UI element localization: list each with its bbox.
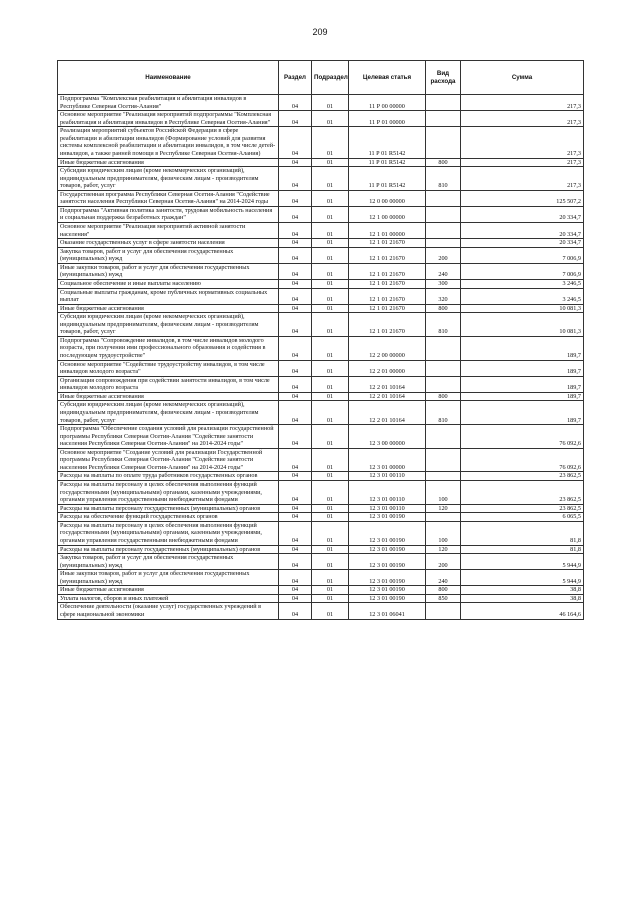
cell-razdel: 04 bbox=[279, 127, 312, 158]
cell-razdel: 04 bbox=[279, 425, 312, 449]
cell-statya: 12 1 01 00000 bbox=[349, 223, 426, 239]
cell-name: Закупка товаров, работ и услуг для обеспечения государственных (муниципальных) нужд bbox=[58, 247, 279, 263]
cell-name: Государственная программа Республики Северная Осетия-Алания "Содействие занятости населения Республики Северная Осетия-Алания" на 2014-2024 годы bbox=[58, 190, 279, 206]
table-row bbox=[58, 594, 584, 603]
table-row bbox=[58, 95, 584, 111]
cell-vid bbox=[426, 239, 461, 248]
cell-vid bbox=[426, 513, 461, 522]
cell-vid: 800 bbox=[426, 158, 461, 167]
cell-summa: 217,3 bbox=[461, 127, 584, 158]
cell-vid: 810 bbox=[426, 167, 461, 191]
cell-podrazdel: 01 bbox=[312, 554, 349, 570]
cell-vid bbox=[426, 95, 461, 111]
cell-name: Закупка товаров, работ и услуг для обеспечения государственных (муниципальных) нужд bbox=[58, 554, 279, 570]
cell-summa: 76 092,6 bbox=[461, 425, 584, 449]
table-row bbox=[58, 279, 584, 288]
cell-razdel: 04 bbox=[279, 360, 312, 376]
cell-vid: 200 bbox=[426, 554, 461, 570]
cell-summa: 217,3 bbox=[461, 111, 584, 127]
table-body bbox=[58, 95, 584, 620]
budget-table bbox=[57, 60, 584, 620]
cell-razdel: 04 bbox=[279, 304, 312, 313]
cell-summa: 46 164,6 bbox=[461, 603, 584, 619]
cell-podrazdel: 01 bbox=[312, 425, 349, 449]
cell-podrazdel: 01 bbox=[312, 263, 349, 279]
cell-razdel: 04 bbox=[279, 504, 312, 513]
table-row bbox=[58, 401, 584, 425]
page-number: 209 bbox=[312, 27, 328, 37]
cell-vid: 800 bbox=[426, 392, 461, 401]
table-row bbox=[58, 223, 584, 239]
cell-name: Социальные выплаты гражданам, кроме публичных нормативных социальных выплат bbox=[58, 288, 279, 304]
cell-razdel: 04 bbox=[279, 376, 312, 392]
cell-summa: 23 862,5 bbox=[461, 472, 584, 481]
cell-name: Иные бюджетные ассигнования bbox=[58, 304, 279, 313]
cell-summa: 6 065,5 bbox=[461, 513, 584, 522]
cell-name: Иные бюджетные ассигнования bbox=[58, 392, 279, 401]
table-row bbox=[58, 304, 584, 313]
table-row bbox=[58, 586, 584, 595]
table-row bbox=[58, 545, 584, 554]
cell-statya: 12 3 01 00190 bbox=[349, 513, 426, 522]
cell-name: Обеспечение деятельности (оказание услуг) государственных учреждений в сфере национальной экономики bbox=[58, 603, 279, 619]
table-row bbox=[58, 425, 584, 449]
cell-podrazdel: 01 bbox=[312, 288, 349, 304]
cell-podrazdel: 01 bbox=[312, 158, 349, 167]
cell-name: Подпрограмма "Активная политика занятости, трудовая мобильность населения и социальная поддержка безработных граждан" bbox=[58, 206, 279, 222]
table-row bbox=[58, 513, 584, 522]
header-razdel: Раздел bbox=[279, 61, 312, 95]
cell-razdel: 04 bbox=[279, 95, 312, 111]
table-row bbox=[58, 239, 584, 248]
cell-vid: 120 bbox=[426, 545, 461, 554]
table-row bbox=[58, 360, 584, 376]
cell-podrazdel: 01 bbox=[312, 376, 349, 392]
cell-razdel: 04 bbox=[279, 247, 312, 263]
cell-statya: 12 2 01 10164 bbox=[349, 392, 426, 401]
cell-razdel: 04 bbox=[279, 279, 312, 288]
cell-razdel: 04 bbox=[279, 288, 312, 304]
cell-razdel: 04 bbox=[279, 313, 312, 337]
table-row bbox=[58, 247, 584, 263]
cell-vid bbox=[426, 111, 461, 127]
cell-vid bbox=[426, 376, 461, 392]
cell-razdel: 04 bbox=[279, 472, 312, 481]
cell-vid: 810 bbox=[426, 313, 461, 337]
cell-statya: 11 Р 01 R5142 bbox=[349, 127, 426, 158]
cell-razdel: 04 bbox=[279, 594, 312, 603]
cell-summa: 189,7 bbox=[461, 392, 584, 401]
cell-statya: 11 Р 01 R5142 bbox=[349, 167, 426, 191]
cell-razdel: 04 bbox=[279, 481, 312, 505]
cell-podrazdel: 01 bbox=[312, 190, 349, 206]
cell-summa: 23 862,5 bbox=[461, 481, 584, 505]
cell-summa: 5 944,9 bbox=[461, 570, 584, 586]
table-row bbox=[58, 158, 584, 167]
cell-summa: 5 944,9 bbox=[461, 554, 584, 570]
table-row bbox=[58, 472, 584, 481]
cell-name: Иные бюджетные ассигнования bbox=[58, 586, 279, 595]
cell-statya: 11 Р 01 R5142 bbox=[349, 158, 426, 167]
table-row bbox=[58, 206, 584, 222]
cell-razdel: 04 bbox=[279, 158, 312, 167]
cell-statya: 12 1 01 21670 bbox=[349, 247, 426, 263]
cell-statya: 12 2 00 00000 bbox=[349, 336, 426, 360]
cell-name: Иные бюджетные ассигнования bbox=[58, 158, 279, 167]
cell-vid: 100 bbox=[426, 481, 461, 505]
cell-podrazdel: 01 bbox=[312, 167, 349, 191]
cell-summa: 10 081,3 bbox=[461, 304, 584, 313]
cell-razdel: 04 bbox=[279, 603, 312, 619]
cell-statya: 12 3 01 00110 bbox=[349, 481, 426, 505]
cell-razdel: 04 bbox=[279, 206, 312, 222]
cell-podrazdel: 01 bbox=[312, 481, 349, 505]
cell-vid bbox=[426, 425, 461, 449]
table-row bbox=[58, 336, 584, 360]
header-vid: Вид расхода bbox=[426, 61, 461, 95]
cell-podrazdel: 01 bbox=[312, 472, 349, 481]
cell-name: Подпрограмма "Обеспечение создания условий для реализации государственной программы Республики Северная Осетия-Алания "Содействие занятости населения Республики Северная Осетия-Алания" на 2014-2024 годы" bbox=[58, 425, 279, 449]
cell-vid: 100 bbox=[426, 521, 461, 545]
cell-podrazdel: 01 bbox=[312, 504, 349, 513]
cell-statya: 12 1 01 21670 bbox=[349, 263, 426, 279]
cell-summa: 189,7 bbox=[461, 376, 584, 392]
cell-summa: 81,8 bbox=[461, 521, 584, 545]
table-row bbox=[58, 127, 584, 158]
cell-name: Расходы на выплаты персоналу в целях обеспечения выполнения функций государственными (муниципальными) органами, казенными учреждениями, органами управления государственными внебюджетными фондами bbox=[58, 521, 279, 545]
table-row bbox=[58, 376, 584, 392]
cell-podrazdel: 01 bbox=[312, 223, 349, 239]
cell-statya: 12 3 01 00190 bbox=[349, 570, 426, 586]
cell-summa: 217,3 bbox=[461, 167, 584, 191]
table-row bbox=[58, 570, 584, 586]
cell-name: Подпрограмма "Комплексная реабилитация и абилитация инвалидов в Республике Северная Осетия-Алания" bbox=[58, 95, 279, 111]
cell-podrazdel: 01 bbox=[312, 448, 349, 472]
cell-name: Субсидии юридическим лицам (кроме некоммерческих организаций), индивидуальным предпринимателям, физическим лицам - производителям товаров, работ, услуг bbox=[58, 167, 279, 191]
table-row bbox=[58, 288, 584, 304]
cell-summa: 76 092,6 bbox=[461, 448, 584, 472]
cell-podrazdel: 01 bbox=[312, 401, 349, 425]
header-name: Наименование bbox=[58, 61, 279, 95]
cell-summa: 38,8 bbox=[461, 594, 584, 603]
cell-vid: 120 bbox=[426, 504, 461, 513]
cell-vid: 240 bbox=[426, 570, 461, 586]
cell-name: Основное мероприятие "Реализация мероприятий подпрограммы "Комплексная реабилитация и абилитация инвалидов в Республике Северная Осетия-Алания" bbox=[58, 111, 279, 127]
table-row bbox=[58, 504, 584, 513]
cell-vid bbox=[426, 336, 461, 360]
cell-vid: 810 bbox=[426, 401, 461, 425]
cell-statya: 12 3 01 06041 bbox=[349, 603, 426, 619]
cell-name: Расходы на выплаты персоналу государственных (муниципальных) органов bbox=[58, 504, 279, 513]
cell-summa: 38,8 bbox=[461, 586, 584, 595]
cell-name: Иные закупки товаров, работ и услуг для обеспечения государственных (муниципальных) нужд bbox=[58, 570, 279, 586]
cell-name: Расходы на выплаты по оплате труда работников государственных органов bbox=[58, 472, 279, 481]
table-row bbox=[58, 554, 584, 570]
cell-podrazdel: 01 bbox=[312, 111, 349, 127]
cell-summa: 3 246,5 bbox=[461, 288, 584, 304]
cell-vid bbox=[426, 223, 461, 239]
cell-statya: 12 3 01 00190 bbox=[349, 594, 426, 603]
table-header-row bbox=[58, 61, 584, 95]
cell-razdel: 04 bbox=[279, 392, 312, 401]
cell-vid: 800 bbox=[426, 586, 461, 595]
cell-podrazdel: 01 bbox=[312, 594, 349, 603]
cell-name: Социальное обеспечение и иные выплаты населению bbox=[58, 279, 279, 288]
cell-vid bbox=[426, 603, 461, 619]
cell-vid: 240 bbox=[426, 263, 461, 279]
cell-summa: 20 334,7 bbox=[461, 239, 584, 248]
cell-name: Субсидии юридическим лицам (кроме некоммерческих организаций), индивидуальным предпринимателям, физическим лицам - производителям товаров, работ, услуг bbox=[58, 401, 279, 425]
cell-name: Реализация мероприятий субъектов Российской Федерации в сфере реабилитации и абилитации инвалидов (Формирование условий для развития системы комплексной реабилитации и абилитации инвалидов, в том числе детей-инвалидов, а также ранней помощи в Республике Северная Осетия-Алания) bbox=[58, 127, 279, 158]
header-podrazdel: Подраздел bbox=[312, 61, 349, 95]
cell-name: Основное мероприятие "Реализация мероприятий активной занятости населения" bbox=[58, 223, 279, 239]
cell-razdel: 04 bbox=[279, 336, 312, 360]
cell-podrazdel: 01 bbox=[312, 513, 349, 522]
cell-summa: 7 006,9 bbox=[461, 247, 584, 263]
cell-podrazdel: 01 bbox=[312, 304, 349, 313]
cell-vid bbox=[426, 360, 461, 376]
cell-name: Расходы на обеспечение функций государственных органов bbox=[58, 513, 279, 522]
cell-name: Основное мероприятие "Содействие трудоустройству инвалидов, в том числе инвалидов молодого возраста" bbox=[58, 360, 279, 376]
cell-vid: 850 bbox=[426, 594, 461, 603]
cell-statya: 12 3 00 00000 bbox=[349, 425, 426, 449]
cell-vid bbox=[426, 127, 461, 158]
cell-podrazdel: 01 bbox=[312, 360, 349, 376]
cell-statya: 12 3 01 00190 bbox=[349, 521, 426, 545]
cell-name: Субсидии юридическим лицам (кроме некоммерческих организаций), индивидуальным предпринимателям, физическим лицам - производителям товаров, работ, услуг bbox=[58, 313, 279, 337]
cell-statya: 12 3 01 00190 bbox=[349, 554, 426, 570]
cell-vid: 800 bbox=[426, 304, 461, 313]
cell-razdel: 04 bbox=[279, 239, 312, 248]
cell-statya: 12 3 01 00110 bbox=[349, 472, 426, 481]
cell-name: Оказание государственных услуг в сфере занятости населения bbox=[58, 239, 279, 248]
cell-podrazdel: 01 bbox=[312, 545, 349, 554]
cell-razdel: 04 bbox=[279, 401, 312, 425]
cell-statya: 12 2 01 10164 bbox=[349, 376, 426, 392]
cell-vid bbox=[426, 448, 461, 472]
table-row bbox=[58, 167, 584, 191]
cell-statya: 12 3 01 00190 bbox=[349, 545, 426, 554]
cell-name: Организация сопровождения при содействии занятости инвалидов, в том числе инвалидов молодого возраста bbox=[58, 376, 279, 392]
cell-summa: 10 081,3 bbox=[461, 313, 584, 337]
cell-name: Основное мероприятие "Создание условий для реализации Государственной программы Республики Северная Осетия-Алания "Содействие занятости населения Республики Северная Осетия-Алания" на 2014-2024 годы" bbox=[58, 448, 279, 472]
cell-podrazdel: 01 bbox=[312, 279, 349, 288]
cell-podrazdel: 01 bbox=[312, 247, 349, 263]
cell-razdel: 04 bbox=[279, 448, 312, 472]
cell-name: Расходы на выплаты персоналу в целях обеспечения выполнения функций государственными (муниципальными) органами, казенными учреждениями, органами управления государственными внебюджетными фондами bbox=[58, 481, 279, 505]
cell-podrazdel: 01 bbox=[312, 127, 349, 158]
cell-podrazdel: 01 bbox=[312, 392, 349, 401]
cell-summa: 189,7 bbox=[461, 401, 584, 425]
cell-vid: 320 bbox=[426, 288, 461, 304]
cell-statya: 12 2 01 00000 bbox=[349, 360, 426, 376]
cell-summa: 125 507,2 bbox=[461, 190, 584, 206]
table-row bbox=[58, 190, 584, 206]
cell-podrazdel: 01 bbox=[312, 95, 349, 111]
cell-statya: 11 Р 01 00000 bbox=[349, 111, 426, 127]
cell-statya: 12 1 01 21670 bbox=[349, 279, 426, 288]
cell-razdel: 04 bbox=[279, 545, 312, 554]
cell-statya: 12 0 00 00000 bbox=[349, 190, 426, 206]
cell-vid bbox=[426, 190, 461, 206]
cell-summa: 189,7 bbox=[461, 336, 584, 360]
cell-statya: 12 1 01 21670 bbox=[349, 239, 426, 248]
cell-razdel: 04 bbox=[279, 513, 312, 522]
cell-podrazdel: 01 bbox=[312, 586, 349, 595]
header-summa: Сумма bbox=[461, 61, 584, 95]
cell-summa: 217,3 bbox=[461, 95, 584, 111]
cell-vid bbox=[426, 206, 461, 222]
cell-vid bbox=[426, 472, 461, 481]
cell-podrazdel: 01 bbox=[312, 239, 349, 248]
cell-statya: 11 Р 00 00000 bbox=[349, 95, 426, 111]
cell-podrazdel: 01 bbox=[312, 570, 349, 586]
cell-summa: 23 862,5 bbox=[461, 504, 584, 513]
table-row bbox=[58, 481, 584, 505]
table-row bbox=[58, 111, 584, 127]
table-row bbox=[58, 392, 584, 401]
cell-statya: 12 3 01 00190 bbox=[349, 586, 426, 595]
cell-podrazdel: 01 bbox=[312, 206, 349, 222]
table-row bbox=[58, 448, 584, 472]
cell-summa: 20 334,7 bbox=[461, 223, 584, 239]
cell-summa: 3 246,5 bbox=[461, 279, 584, 288]
cell-razdel: 04 bbox=[279, 223, 312, 239]
cell-statya: 12 1 01 21670 bbox=[349, 304, 426, 313]
cell-name: Уплата налогов, сборов и иных платежей bbox=[58, 594, 279, 603]
cell-name: Подпрограмма "Сопровождение инвалидов, в том числе инвалидов молодого возраста, при получении ими профессионального образования и содействия в последующем трудоустройстве" bbox=[58, 336, 279, 360]
cell-podrazdel: 01 bbox=[312, 313, 349, 337]
cell-summa: 217,3 bbox=[461, 158, 584, 167]
cell-statya: 12 1 01 21670 bbox=[349, 313, 426, 337]
cell-razdel: 04 bbox=[279, 263, 312, 279]
cell-summa: 81,8 bbox=[461, 545, 584, 554]
cell-razdel: 04 bbox=[279, 586, 312, 595]
cell-name: Расходы на выплаты персоналу государственных (муниципальных) органов bbox=[58, 545, 279, 554]
cell-vid: 300 bbox=[426, 279, 461, 288]
cell-statya: 12 3 01 00000 bbox=[349, 448, 426, 472]
cell-razdel: 04 bbox=[279, 554, 312, 570]
header-statya: Целевая статья bbox=[349, 61, 426, 95]
cell-statya: 12 2 01 10164 bbox=[349, 401, 426, 425]
cell-summa: 20 334,7 bbox=[461, 206, 584, 222]
cell-razdel: 04 bbox=[279, 521, 312, 545]
table-row bbox=[58, 603, 584, 619]
table-row bbox=[58, 521, 584, 545]
cell-razdel: 04 bbox=[279, 190, 312, 206]
cell-statya: 12 1 00 00000 bbox=[349, 206, 426, 222]
cell-podrazdel: 01 bbox=[312, 603, 349, 619]
cell-razdel: 04 bbox=[279, 167, 312, 191]
cell-razdel: 04 bbox=[279, 111, 312, 127]
cell-podrazdel: 01 bbox=[312, 521, 349, 545]
cell-name: Иные закупки товаров, работ и услуг для обеспечения государственных (муниципальных) нужд bbox=[58, 263, 279, 279]
table-row bbox=[58, 313, 584, 337]
table-row bbox=[58, 263, 584, 279]
cell-summa: 189,7 bbox=[461, 360, 584, 376]
cell-vid: 200 bbox=[426, 247, 461, 263]
cell-summa: 7 006,9 bbox=[461, 263, 584, 279]
cell-statya: 12 3 01 00110 bbox=[349, 504, 426, 513]
cell-podrazdel: 01 bbox=[312, 336, 349, 360]
cell-razdel: 04 bbox=[279, 570, 312, 586]
cell-statya: 12 1 01 21670 bbox=[349, 288, 426, 304]
